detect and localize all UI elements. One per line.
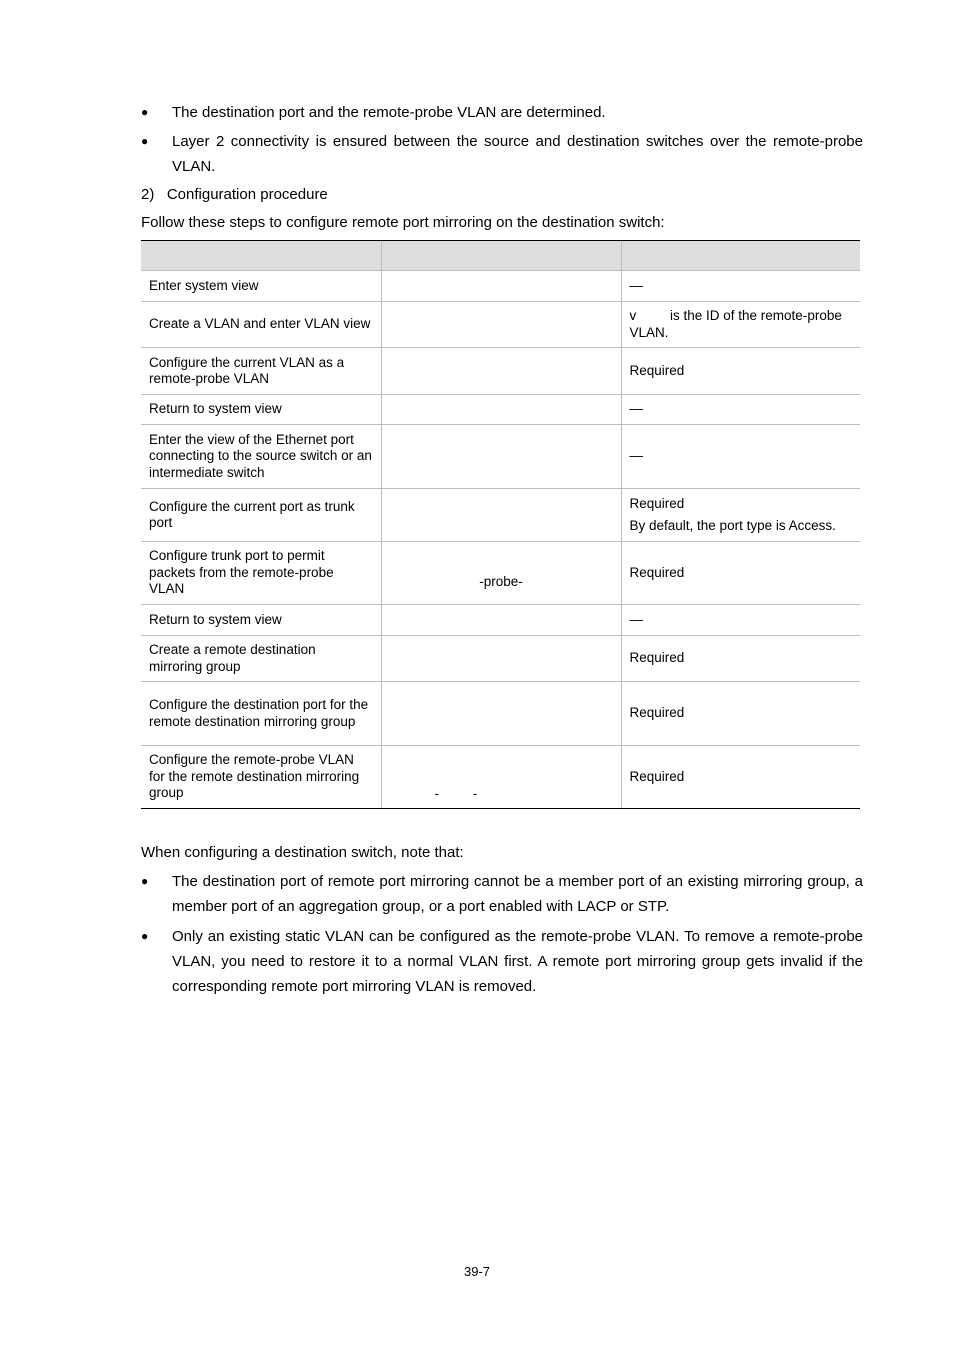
remarks-cell bbox=[621, 489, 860, 542]
bullet-text: Layer 2 connectivity is ensured between the source and destination switches over the remote-probe VLAN. bbox=[172, 133, 863, 175]
table-row bbox=[141, 605, 860, 636]
remarks-cell bbox=[621, 636, 860, 682]
remark-text: By default, the port type is Access. bbox=[629, 518, 836, 533]
remark-text: Required bbox=[629, 705, 685, 721]
table-row bbox=[141, 395, 860, 425]
operation-cell: Configure the current VLAN as a remote-probe VLAN bbox=[141, 348, 381, 395]
table-row bbox=[141, 425, 860, 489]
bullet-dot: ● bbox=[141, 929, 149, 943]
command-cell bbox=[381, 605, 621, 636]
procedure-heading: 2) Configuration procedure bbox=[141, 186, 328, 203]
remark-text: Required bbox=[629, 650, 685, 666]
table-row bbox=[141, 271, 860, 302]
remark-text: Required bbox=[629, 768, 685, 784]
command-text: -probe- bbox=[479, 573, 523, 589]
header-remarks bbox=[621, 241, 860, 271]
steps-intro: Follow these steps to configure remote port mirroring on the destination switch: bbox=[141, 214, 665, 231]
operation-cell: Create a VLAN and enter VLAN view bbox=[141, 302, 381, 348]
remarks-cell bbox=[621, 605, 860, 636]
remarks-cell bbox=[621, 302, 860, 348]
operation-cell: Return to system view bbox=[141, 395, 381, 425]
operation-cell: Configure the remote-probe VLAN for the remote destination mirroring group bbox=[141, 746, 381, 809]
command-cell bbox=[381, 636, 621, 682]
table-row bbox=[141, 542, 860, 605]
remark-text: — bbox=[629, 611, 643, 627]
command-cell bbox=[381, 348, 621, 395]
command-cell bbox=[381, 425, 621, 489]
note-intro: When configuring a destination switch, note that: bbox=[141, 844, 464, 861]
command-cell bbox=[381, 682, 621, 746]
remarks-cell bbox=[621, 395, 860, 425]
operation-cell: Enter system view bbox=[141, 271, 381, 302]
operation-cell: Create a remote destination mirroring group bbox=[141, 636, 381, 682]
remark-text: — bbox=[629, 277, 643, 293]
remark-text: v is the ID of the remote-probe VLAN. bbox=[629, 308, 842, 340]
header-command bbox=[381, 241, 621, 271]
operation-cell: Configure the destination port for the remote destination mirroring group bbox=[141, 682, 381, 746]
command-text: - - bbox=[434, 785, 478, 801]
remark-text: — bbox=[629, 401, 643, 417]
operation-cell: Enter the view of the Ethernet port connecting to the source switch or an intermediate switch bbox=[141, 425, 381, 489]
remark-text: Required bbox=[629, 495, 685, 511]
remarks-cell bbox=[621, 746, 860, 809]
remarks-cell bbox=[621, 542, 860, 605]
table-row bbox=[141, 746, 860, 809]
remarks-cell bbox=[621, 348, 860, 395]
bullet-text: The destination port and the remote-probe VLAN are determined. bbox=[172, 104, 606, 121]
command-cell bbox=[381, 542, 621, 605]
operation-cell: Return to system view bbox=[141, 605, 381, 636]
table-row bbox=[141, 682, 860, 746]
table-row bbox=[141, 302, 860, 348]
table-row bbox=[141, 348, 860, 395]
configuration-steps-table bbox=[141, 240, 860, 809]
command-cell bbox=[381, 746, 621, 809]
bullet-dot: ● bbox=[141, 105, 149, 119]
bullet-dot: ● bbox=[141, 874, 149, 888]
bullet-text: The destination port of remote port mirroring cannot be a member port of an existing mirroring group, a member port of an aggregation group, or a port enabled with LACP or STP. bbox=[172, 873, 863, 915]
table-row bbox=[141, 636, 860, 682]
remarks-cell bbox=[621, 425, 860, 489]
remark-text: Required bbox=[629, 564, 685, 580]
bullet-dot: ● bbox=[141, 134, 149, 148]
operation-cell: Configure trunk port to permit packets from the remote-probe VLAN bbox=[141, 542, 381, 605]
header-operation bbox=[141, 241, 381, 271]
bullet-text: Only an existing static VLAN can be configured as the remote-probe VLAN. To remove a remote-probe VLAN, you need to restore it to a normal VLAN first. A remote port mirroring group gets invalid if the corresponding remote port mirroring VLAN is removed. bbox=[172, 928, 863, 995]
remark-text: Required bbox=[629, 362, 685, 378]
operation-cell: Configure the current port as trunk port bbox=[141, 489, 381, 542]
remark-text: — bbox=[629, 448, 643, 464]
remarks-cell bbox=[621, 682, 860, 746]
command-cell bbox=[381, 489, 621, 542]
table-header-row bbox=[141, 241, 860, 271]
table-row bbox=[141, 489, 860, 542]
command-cell bbox=[381, 271, 621, 302]
page-number: 39-7 bbox=[463, 1264, 491, 1279]
command-cell bbox=[381, 302, 621, 348]
remarks-cell bbox=[621, 271, 860, 302]
command-cell bbox=[381, 395, 621, 425]
